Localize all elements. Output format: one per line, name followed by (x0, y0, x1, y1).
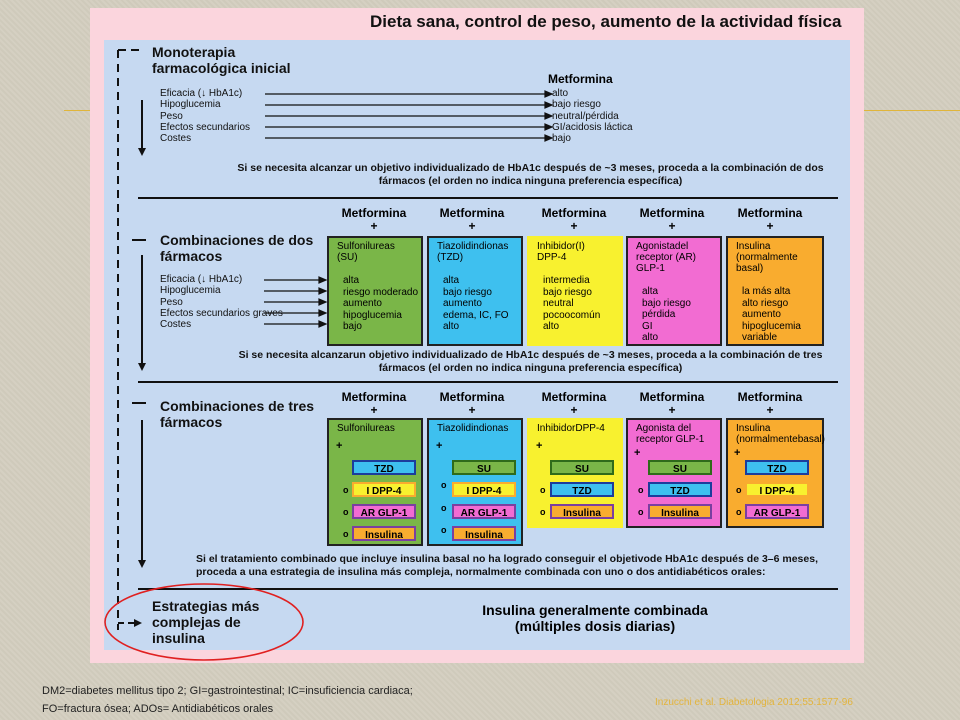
s3-o: o (736, 485, 742, 495)
s3-o: o (441, 503, 447, 513)
s3-plus-1: + (336, 440, 343, 452)
s3-ins-dpp4: I DPP-4 (745, 482, 809, 497)
s3-plus-2: + (436, 440, 443, 452)
s3-metformina-5: Metformina + (737, 390, 803, 417)
section2-arrows (264, 274, 330, 334)
s3-o: o (638, 485, 644, 495)
section1-title: Monoterapia farmacológica inicial (152, 44, 291, 76)
section3-title: Combinaciones de tres fármacos (160, 398, 315, 430)
section3-note: Si el tratamiento combinado que incluye insulina basal no ha logrado conseguir el objetivode HbA1c después de 3–6 meses, proceda a una estrategia de insulina más compleja, normalmente combinada con uno o dos antidiabéticos orales: (196, 553, 818, 578)
s3-o: o (736, 507, 742, 517)
s3-tzd-su: SU (452, 460, 516, 475)
section2-note: Si se necesita alcanzarun objetivo individualizado de HbA1c después de ~3 meses, proceda a la combinación de tres fármacos (el orden no indica ninguna preferencia específica) (238, 349, 823, 374)
footer-abbreviations: DM2=diabetes mellitus tipo 2; GI=gastrointestinal; IC=insuficiencia cardiaca; FO=fractura ósea; ADOs= Antidiabéticos orales (42, 685, 413, 715)
s3-option-dpp4: InhibidorDPP-4 (527, 418, 623, 528)
s3-option-tzd: Tiazolidindionas (427, 418, 523, 546)
section1-drug: Metformina (548, 72, 613, 86)
s3-metformina-1: Metformina + (341, 390, 407, 417)
s3-tzd-dpp4: I DPP-4 (452, 482, 516, 497)
s3-plus-4: + (634, 447, 641, 459)
s3-o: o (638, 507, 644, 517)
s2-metformina-3: Metformina + (541, 206, 607, 233)
section1-rows: Eficacia (↓ HbA1c) Hipoglucemia Peso Efectos secundarios Costes (160, 88, 251, 145)
s2-metformina-4: Metformina + (639, 206, 705, 233)
s3-o: o (441, 480, 447, 490)
s2-option-tzd: Tiazolidindionas (TZD) alta bajo riesgo aumento edema, IC, FO alto (427, 236, 523, 346)
s2-metformina-2: Metformina + (439, 206, 505, 233)
s3-metformina-3: Metformina + (541, 390, 607, 417)
s3-tzd-insulina: Insulina (452, 526, 516, 541)
section1-arrows (265, 88, 555, 148)
s2-option-su: Sulfonilureas (SU) alta riesgo moderado aumento hipoglucemia bajo (327, 236, 423, 346)
s3-o: o (441, 525, 447, 535)
divider-2 (138, 381, 838, 383)
s2-option-insulina: Insulina (normalmente basal) la más alta alto riesgo aumento hipoglucemia variable (726, 236, 824, 346)
s3-metformina-2: Metformina + (439, 390, 505, 417)
s3-dpp4-tzd: TZD (550, 482, 614, 497)
section4-title: Estrategias más complejas de insulina (152, 598, 260, 646)
s3-su-insulina: Insulina (352, 526, 416, 541)
red-circle-annotation (100, 580, 310, 665)
section2-title: Combinaciones de dos fármacos (160, 232, 314, 264)
s3-ins-glp1: AR GLP-1 (745, 504, 809, 519)
s3-tzd-glp1: AR GLP-1 (452, 504, 516, 519)
s3-o: o (343, 507, 349, 517)
s3-metformina-4: Metformina + (639, 390, 705, 417)
divider-1 (138, 197, 838, 199)
s3-option-su: Sulfonilureas (327, 418, 423, 546)
section1-note: Si se necesita alcanzar un objetivo individualizado de HbA1c después de ~3 meses, proceda a la combinación de dos fármacos (el orden no indica ninguna preferencia específica) (237, 162, 824, 187)
section1-values: alto bajo riesgo neutral/pérdida GI/acidosis láctica bajo (552, 88, 633, 145)
s3-dpp4-insulina: Insulina (550, 504, 614, 519)
s3-su-glp1: AR GLP-1 (352, 504, 416, 519)
s3-su-dpp4: I DPP-4 (352, 482, 416, 497)
footer-citation: Inzucchi et al. Diabetologia 2012;55:1577-96 (655, 697, 853, 708)
s3-glp1-su: SU (648, 460, 712, 475)
section4-result: Insulina generalmente combinada (múltiples dosis diarias) (482, 602, 708, 634)
s2-option-glp1: Agonistadel receptor (AR) GLP-1 alta bajo riesgo pérdida GI alto (626, 236, 722, 346)
header-title: Dieta sana, control de peso, aumento de la actividad física (370, 12, 842, 31)
s3-option-insulina: Insulina (normalmentebasal) (726, 418, 824, 528)
s3-o: o (343, 485, 349, 495)
s3-glp1-tzd: TZD (648, 482, 712, 497)
s3-option-glp1: Agonista del receptor GLP-1 (626, 418, 722, 528)
s3-o: o (540, 507, 546, 517)
s3-ins-tzd: TZD (745, 460, 809, 475)
left-guides (100, 40, 160, 640)
s3-glp1-insulina: Insulina (648, 504, 712, 519)
s2-metformina-5: Metformina + (737, 206, 803, 233)
section2-rows: Eficacia (↓ HbA1c) Hipoglucemia Peso Efectos secundarios graves Costes (160, 274, 283, 331)
s3-plus-5: + (734, 447, 741, 459)
s2-option-dpp4: Inhibidor(I) DPP-4 intermedia bajo riesgo neutral pocoocomún alto (527, 236, 623, 346)
s3-plus-3: + (536, 440, 543, 452)
s3-dpp4-su: SU (550, 460, 614, 475)
s2-metformina-1: Metformina + (341, 206, 407, 233)
s3-o: o (343, 529, 349, 539)
s3-o: o (540, 485, 546, 495)
s3-su-tzd: TZD (352, 460, 416, 475)
